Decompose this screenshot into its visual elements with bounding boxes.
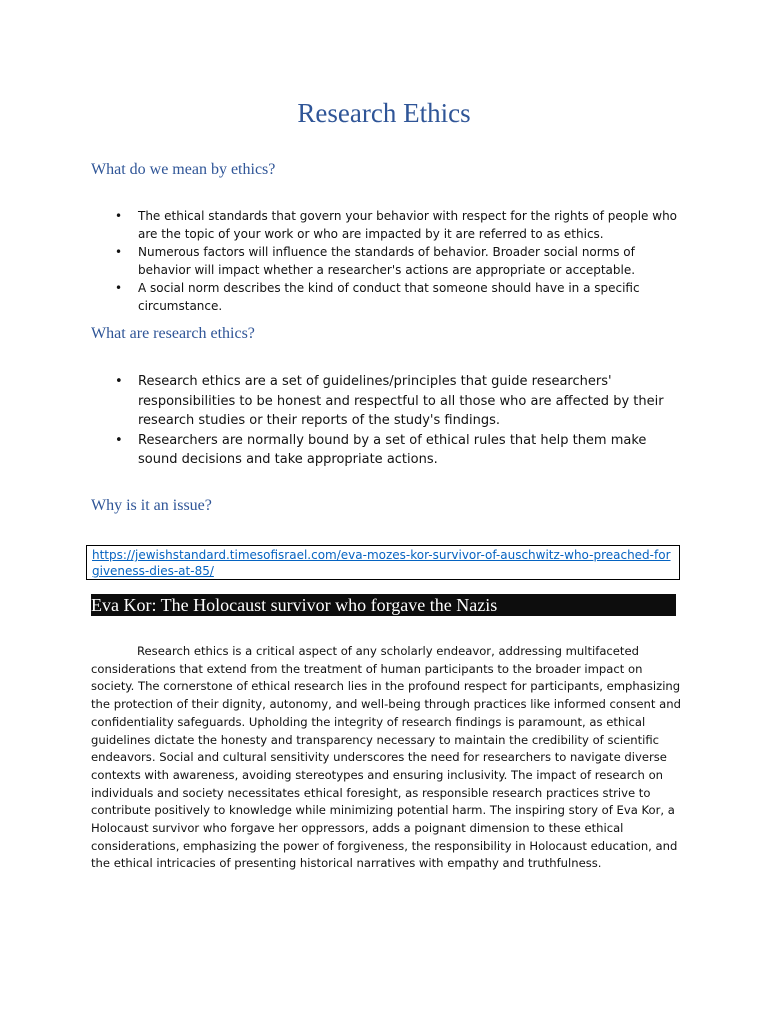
list-item [91, 243, 681, 279]
section-heading-research-ethics: What are research ethics? [91, 325, 255, 342]
section-heading-why-issue: Why is it an issue? [91, 497, 212, 514]
list-item-text: The ethical standards that govern your behavior with respect for the rights of people who are the topic of your work or who are impacted by it are referred to as ethics. [138, 209, 678, 241]
video-title-banner: Eva Kor: The Holocaust survivor who forgave the Nazis [91, 594, 676, 616]
list-item [91, 372, 683, 431]
ethics-bullet-list [91, 207, 681, 315]
research-ethics-bullet-list [91, 372, 683, 470]
article-link[interactable]: https://jewishstandard.timesofisrael.com/eva-mozes-kor-survivor-of-auschwitz-who-preached-forgiveness-dies-at-85/ [92, 548, 671, 578]
list-item [91, 431, 683, 470]
section-heading-what-ethics: What do we mean by ethics? [91, 161, 276, 178]
bullet-icon: • [115, 432, 123, 448]
list-item-text: Numerous factors will influence the standards of behavior. Broader social norms of behavior will impact whether a researcher's actions are appropriate or acceptable. [138, 245, 636, 277]
link-frame [86, 545, 680, 580]
list-item [91, 207, 681, 243]
list-item-text: Researchers are normally bound by a set of ethical rules that help them make sound decisions and take appropriate actions. [138, 432, 647, 467]
document-title: Research Ethics [297, 98, 471, 128]
bullet-icon: • [115, 209, 123, 223]
bullet-icon: • [115, 374, 123, 389]
body-paragraph: Research ethics is a critical aspect of any scholarly endeavor, addressing multifaceted considerations that extend from the treatment of human participants to the broader impact on society. The cornerstone of ethical research lies in the profound respect for participants, emphasizing the protection of their dignity, autonomy, and well-being through practices like informed consent and confidentiality safeguards. Upholding the integrity of research findings is paramount, as ethical guidelines dictate the honesty and transparency necessary to maintain the credibility of scientific endeavors. Social and cultural sensitivity underscores the need for researchers to navigate diverse contexts with awareness, avoiding stereotypes and ensuring inclusivity. The impact of research on individuals and society necessitates ethical foresight, as responsible research practices strive to contribute positively to knowledge while minimizing potential harm. The inspiring story of Eva Kor, a Holocaust survivor who forgave her oppressors, adds a poignant dimension to these ethical considerations, emphasizing the power of forgiveness, the responsibility in Holocaust education, and the ethical intricacies of presenting historical narratives with empathy and truthfulness. [91, 644, 681, 871]
bullet-icon: • [115, 281, 123, 295]
bullet-icon: • [115, 245, 123, 259]
list-item-text: Research ethics are a set of guidelines/principles that guide researchers' responsibilities to be honest and respectful to all those who are affected by their research studies or their reports of the study's findings. [138, 374, 664, 428]
list-item-text: A social norm describes the kind of conduct that someone should have in a specific circumstance. [138, 281, 640, 313]
list-item [91, 279, 681, 315]
